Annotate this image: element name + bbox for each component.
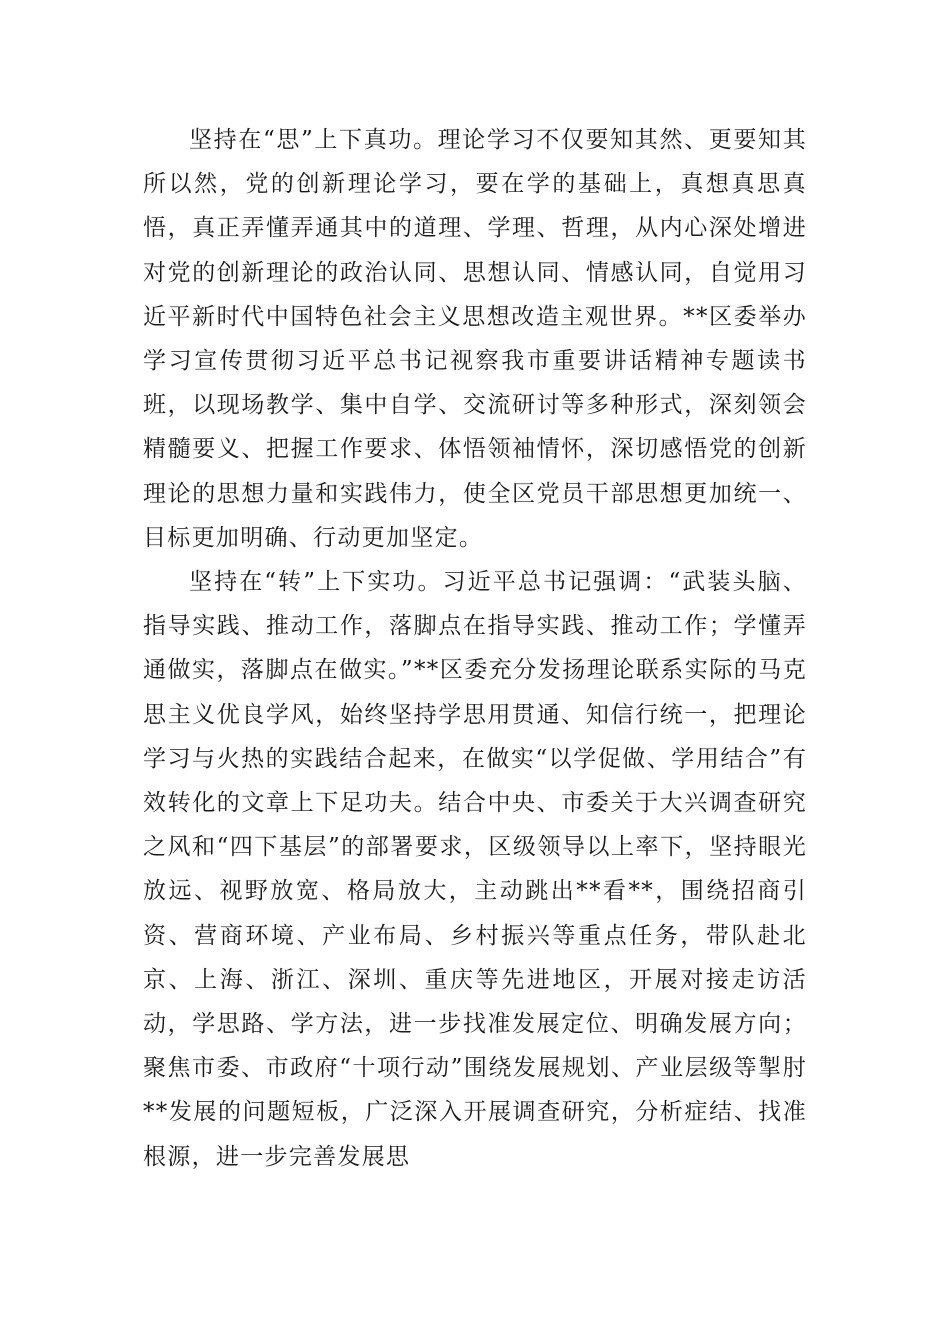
paragraph-thinking: 坚持在“思”上下真功。理论学习不仅要知其然、更要知其所以然，党的创新理论学习，要在学的基础上，真想真思真悟，真正弄懂弄通其中的道理、学理、哲理，从内心深处增进对党的创新理论的政治认同、思想认同、情感认同，自觉用习近平新时代中国特色社会主义思想改造主观世界。**区委举办学习宣传贯彻习近平总书记视察我市重要讲话精神专题读书班，以现场教学、集中自学、交流研讨等多种形式，深刻领会精髓要义、把握工作要求、体悟领袖情怀，深切感悟党的创新理论的思想力量和实践伟力，使全区党员干部思想更加统一、目标更加明确、行动更加坚定。 [143, 127, 807, 551]
document-body [143, 118, 807, 1179]
paragraph-transforming: 坚持在“转”上下实功。习近平总书记强调：“武装头脑、指导实践、推动工作，落脚点在指导实践、推动工作；学懂弄通做实，落脚点在做实。”**区委充分发扬理论联系实际的马克思主义优良学风，始终坚持学思用贯通、知信行统一，把理论学习与火热的实践结合起来，在做实“以学促做、学用结合”有效转化的文章上下足功夫。结合中央、市委关于大兴调查研究之风和“四下基层”的部署要求，区级领导以上率下，坚持眼光放远、视野放宽、格局放大，主动跳出**看**，围绕招商引资、营商环境、产业布局、乡村振兴等重点任务，带队赴北京、上海、浙江、深圳、重庆等先进地区，开展对接走访活动，学思路、学方法，进一步找准发展定位、明确发展方向；聚焦市委、市政府“十项行动”围绕发展规划、产业层级等掣肘**发展的问题短板，广泛深入开展调查研究，分析症结、找准根源，进一步完善发展思 [143, 569, 807, 1170]
